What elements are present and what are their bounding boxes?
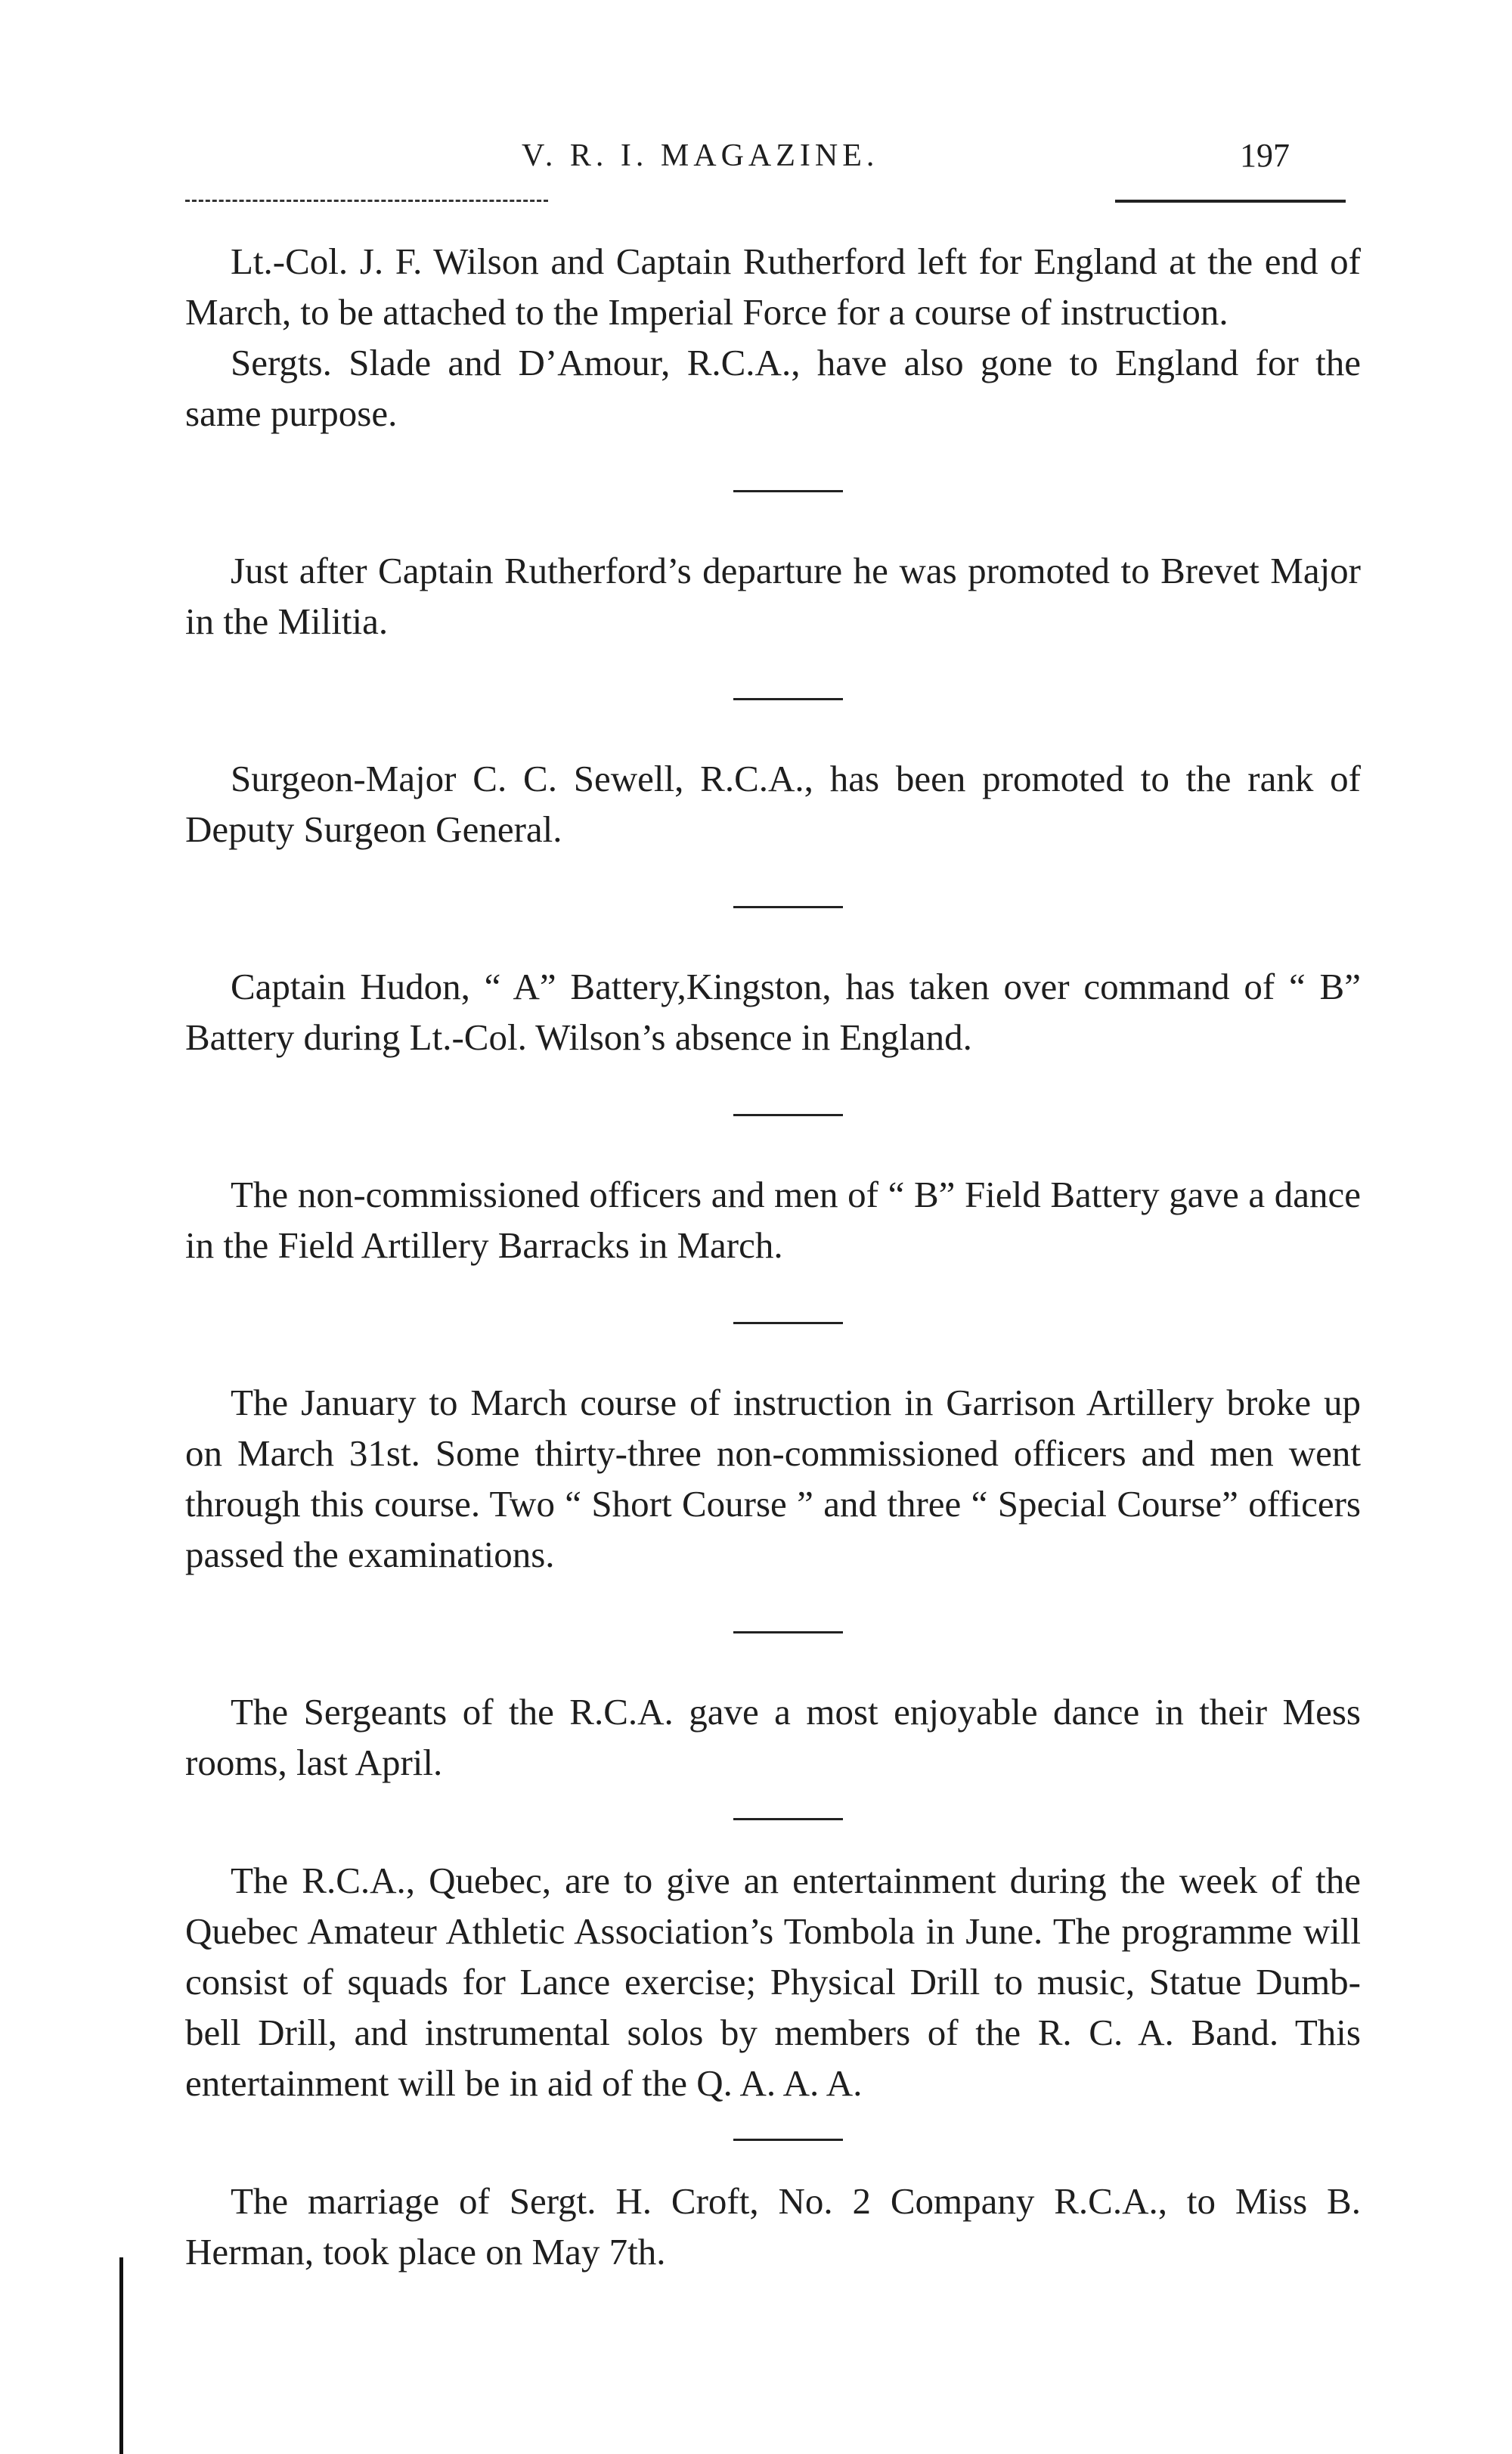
paragraph-wilson-rutherford: Lt.-Col. J. F. Wilson and Captain Rutherford left for England at the end of March, to be attached to the Imperial Force for a course of instruction.	[185, 240, 1361, 333]
paragraph-rutherford-promotion: Just after Captain Rutherford’s departure he was promoted to Brevet Major in the Militia.	[185, 550, 1361, 642]
paragraph-rca-entertainment: The R.C.A., Quebec, are to give an entertainment during the week of the Quebec Amateur Athletic Association’s Tombola in June. The programme will consist of squads for Lance exercise; Physical Drill to music, Statue Dumb-bell Drill, and instrumental solos by members of the R. C. A. Band. This entertainment will be in aid of the Q. A. A. A.	[185, 1860, 1361, 2104]
section-divider	[733, 698, 843, 700]
paragraph-hudon-command: Captain Hudon, “ A” Battery,Kingston, has taken over command of “ B” Battery during Lt.-Col. Wilson’s absence in England.	[185, 966, 1361, 1058]
header-rule-left	[185, 200, 548, 202]
paragraph-croft-marriage: The marriage of Sergt. H. Croft, No. 2 Company R.C.A., to Miss B. Herman, took place on May 7th.	[185, 2180, 1361, 2273]
section-divider	[733, 490, 843, 492]
section-divider	[733, 2139, 843, 2141]
section-divider	[733, 906, 843, 908]
section-divider	[733, 1322, 843, 1324]
page-body	[185, 236, 1361, 2277]
magazine-title: V. R. I. MAGAZINE.	[522, 138, 879, 173]
paragraph-garrison-course: The January to March course of instruction in Garrison Artillery broke up on March 31st. Some thirty-three non-commissioned officers and men went through this course. Two “ Short Course ” and three “ Special Course” officers passed the examinations.	[185, 1382, 1361, 1575]
section-divider	[733, 1631, 843, 1633]
gutter-binding-line	[119, 2257, 123, 2454]
header-rule-right	[1115, 200, 1346, 203]
paragraph-field-battery-dance: The non-commissioned officers and men of “ B” Field Battery gave a dance in the Field Artillery Barracks in March.	[185, 1174, 1361, 1266]
paragraph-sergeants-dance: The Sergeants of the R.C.A. gave a most enjoyable dance in their Mess rooms, last April.	[185, 1691, 1361, 1783]
page-number: 197	[1240, 137, 1290, 174]
section-divider	[733, 1114, 843, 1116]
paragraph-sewell-promotion: Surgeon-Major C. C. Sewell, R.C.A., has been promoted to the rank of Deputy Surgeon General.	[185, 758, 1361, 850]
paragraph-sergts-slade: Sergts. Slade and D’Amour, R.C.A., have also gone to England for the same purpose.	[185, 342, 1361, 434]
running-header	[0, 135, 1512, 195]
section-divider	[733, 1818, 843, 1820]
